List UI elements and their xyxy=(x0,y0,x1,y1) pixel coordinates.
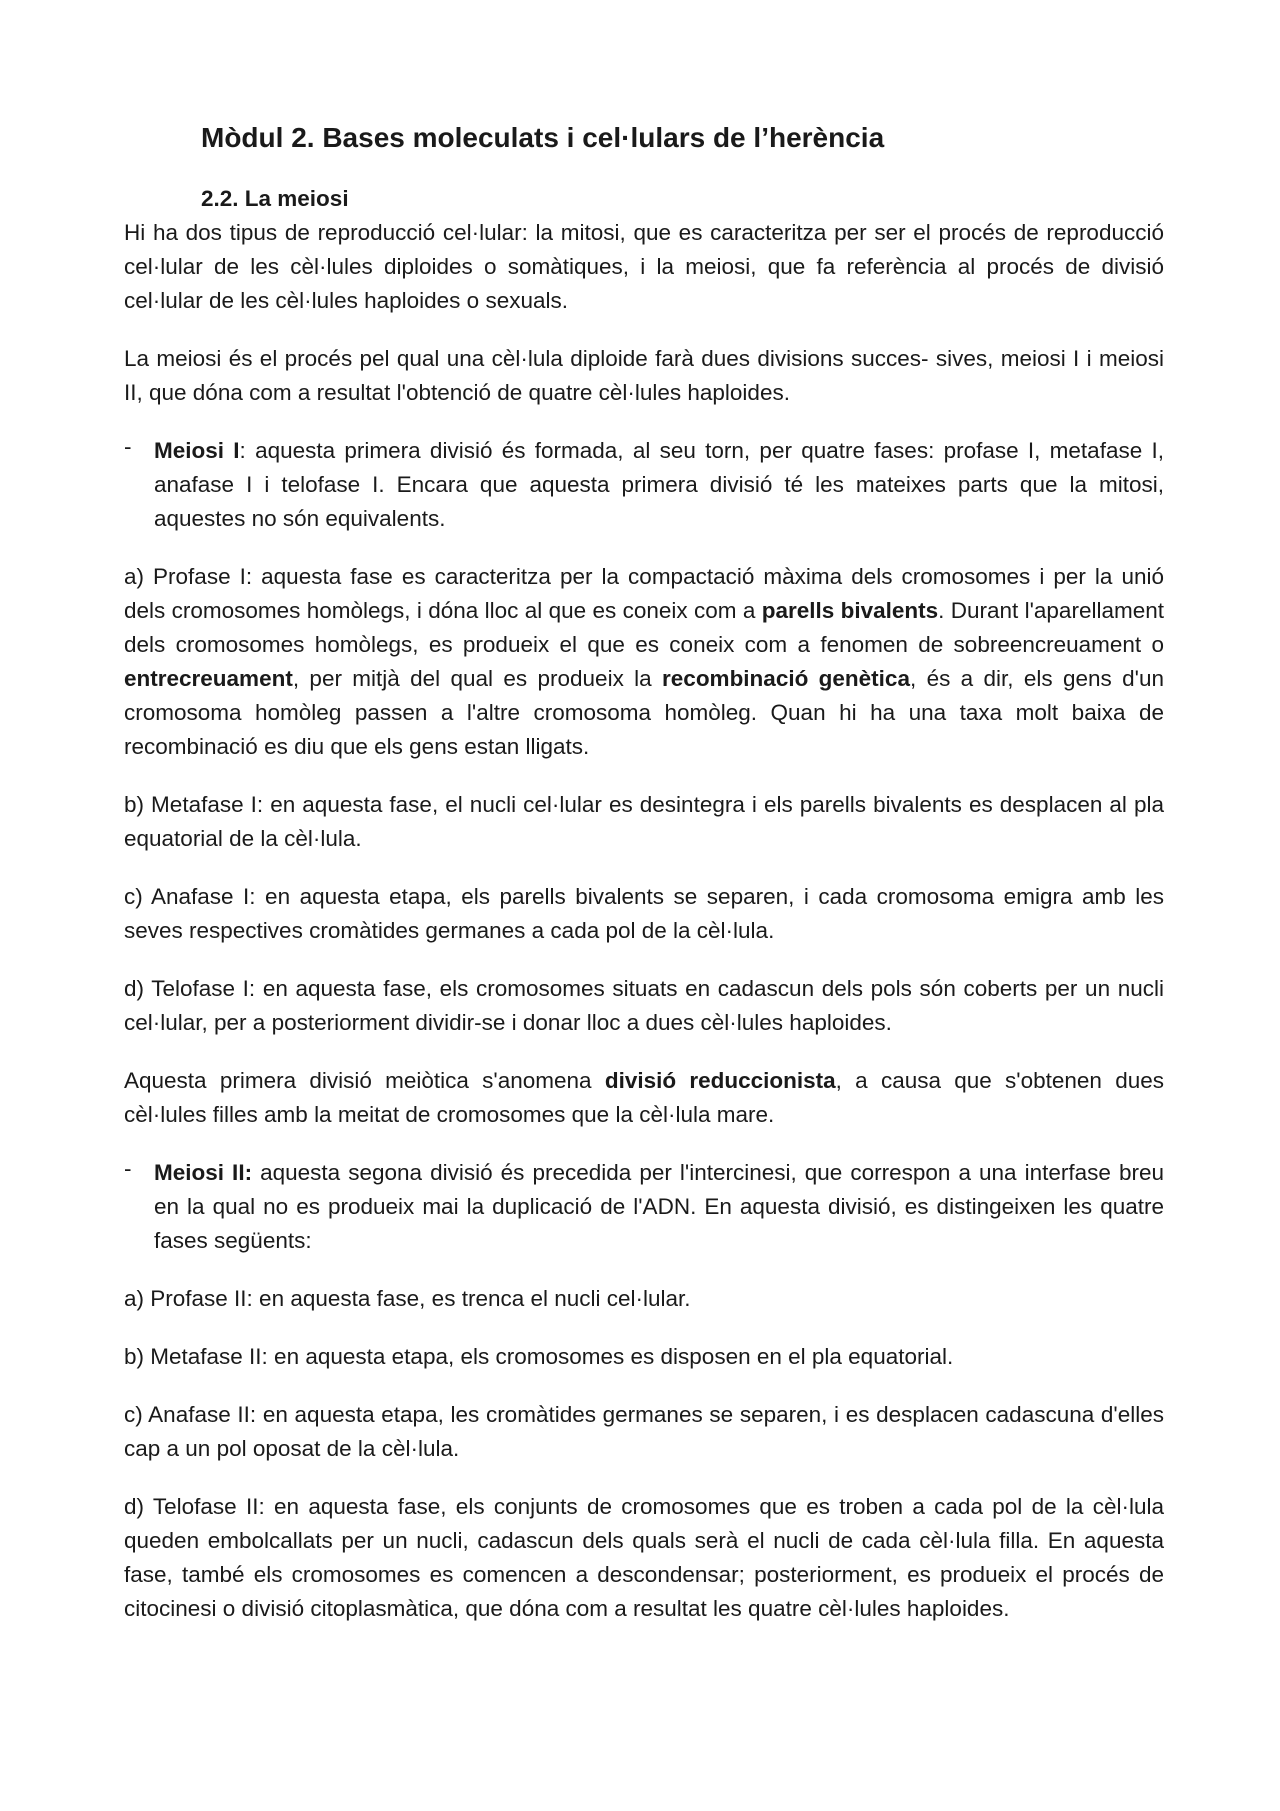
term-entrecreuament: entrecreuament xyxy=(124,666,293,691)
telofase-2-paragraph: d) Telofase II: en aquesta fase, els conjunts de cromosomes que es troben a cada pol de la cèl·lula queden embolcallats per un nucli, cadascun dels quals serà el nucli de cada cèl·lula filla. En aquesta fase, també els cromosomes es comencen a descondensar; posteriorment, es produeix el procés de citocinesi o divisió citoplasmàtica, que dóna com a resultat les quatre cèl·lules haploides. xyxy=(124,1494,1164,1621)
telofase-1-paragraph: d) Telofase I: en aquesta fase, els cromosomes situats en cadascun dels pols són coberts per un nucli cel·lular, per a posteriorment dividir-se i donar lloc a dues cèl·lules haploides. xyxy=(124,976,1164,1035)
meiosi-1-bullet xyxy=(124,434,1164,536)
anafase-2-paragraph: c) Anafase II: en aquesta etapa, les cromàtides germanes se separen, i es desplacen cadascuna d'elles cap a un pol oposat de la cèl·lula. xyxy=(124,1402,1164,1461)
section-title: 2.2. La meiosi xyxy=(201,186,349,211)
profase-2-paragraph: a) Profase II: en aquesta fase, es trenca el nucli cel·lular. xyxy=(124,1286,691,1311)
term-recombinacio-genetica: recombinació genètica xyxy=(662,666,910,691)
text-run: a) Profase I: aquesta fase es caracteritza per la compactació màxima dels cromosomes i per la unió dels cromosomes homòlegs, i dóna lloc al que es coneix com a xyxy=(124,564,1164,623)
text-run: , és a dir, els gens d'un cromosoma homòleg passen a l'altre cromosoma homòleg. Quan hi ha una taxa molt baixa de recombinació es diu que els gens estan lligats. xyxy=(124,666,1164,759)
meiosi-1-label: Meiosi I xyxy=(154,438,240,463)
meiosi-2-bullet xyxy=(124,1156,1164,1258)
intro-paragraph: Hi ha dos tipus de reproducció cel·lular: la mitosi, que es caracteritza per ser el procés de reproducció cel·lular de les cèl·lules diploides o somàtiques, i la meiosi, que fa referència al procés de divisió cel·lular de les cèl·lules haploides o sexuals. xyxy=(124,220,1164,313)
text-run: , per mitjà del qual es produeix la xyxy=(292,666,663,691)
text-run: . Durant l'aparellament dels cromosomes homòlegs, es produeix el que es coneix com a fenomen de sobreencreuament o xyxy=(124,598,1164,657)
meiosi-2-text: aquesta segona divisió és precedida per l'intercinesi, que correspon a una interfase breu en la qual no es produeix mai la duplicació de l'ADN. En aquesta divisió, es distingeixen les quatre fases següents: xyxy=(154,1160,1164,1253)
document-body xyxy=(124,120,1164,1650)
bullet-dash: - xyxy=(124,1156,132,1181)
reduccionista-paragraph xyxy=(124,1064,1164,1132)
meiosi-2-label: Meiosi II: xyxy=(154,1160,253,1185)
text-run: Aquesta primera divisió meiòtica s'anomena xyxy=(124,1068,605,1093)
metafase-2-paragraph: b) Metafase II: en aquesta etapa, els cromosomes es disposen en el pla equatorial. xyxy=(124,1344,954,1369)
bullet-dash: - xyxy=(124,434,132,459)
module-title: Mòdul 2. Bases moleculats i cel·lulars de l’herència xyxy=(201,122,885,153)
profase-1-paragraph xyxy=(124,560,1164,764)
text-run: , a causa que s'obtenen dues cèl·lules filles amb la meitat de cromosomes que la cèl·lula mare. xyxy=(124,1068,1164,1127)
anafase-1-paragraph: c) Anafase I: en aquesta etapa, els parells bivalents se separen, i cada cromosoma emigra amb les seves respectives cromàtides germanes a cada pol de la cèl·lula. xyxy=(124,884,1164,943)
meiosi-1-text: : aquesta primera divisió és formada, al seu torn, per quatre fases: profase I, metafase I, anafase I i telofase I. Encara que aquesta primera divisió té les mateixes parts que la mitosi, aquestes no són equivalents. xyxy=(154,438,1164,531)
metafase-1-paragraph: b) Metafase I: en aquesta fase, el nucli cel·lular es desintegra i els parells bivalents es desplacen al pla equatorial de la cèl·lula. xyxy=(124,792,1164,851)
definition-paragraph: La meiosi és el procés pel qual una cèl·lula diploide farà dues divisions succes- sives, meiosi I i meiosi II, que dóna com a resultat l'obtenció de quatre cèl·lules haploides. xyxy=(124,346,1164,405)
term-parells-bivalents: parells bivalents xyxy=(761,598,939,623)
term-divisio-reduccionista: divisió reduccionista xyxy=(604,1068,836,1093)
